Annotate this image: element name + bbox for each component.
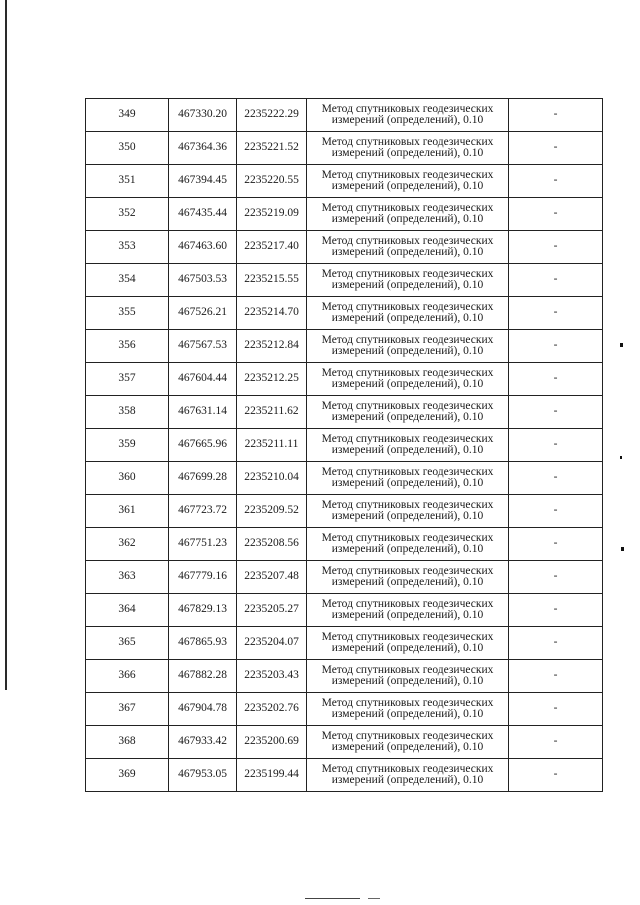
y-coordinate-cell: 2235204.07 — [237, 627, 307, 660]
method-cell — [307, 297, 509, 330]
method-line-1: Метод спутниковых геодезических — [321, 333, 494, 346]
x-coordinate-cell: 467503.53 — [169, 264, 237, 297]
method-line-2: измерений (определений), 0.10 — [331, 411, 484, 423]
method-cell — [307, 594, 509, 627]
y-coordinate-cell: 2235209.52 — [237, 495, 307, 528]
table-row — [86, 330, 603, 363]
method-line-2: измерений (определений), 0.10 — [331, 477, 484, 489]
scan-speck — [620, 343, 623, 347]
x-coordinate-cell: 467435.44 — [169, 198, 237, 231]
y-coordinate-cell: 2235215.55 — [237, 264, 307, 297]
y-coordinate-cell: 2235222.29 — [237, 99, 307, 132]
y-coordinate-cell: 2235221.52 — [237, 132, 307, 165]
x-coordinate-cell: 467330.20 — [169, 99, 237, 132]
description-cell: - — [509, 429, 603, 462]
table-row — [86, 528, 603, 561]
point-number-cell: 366 — [86, 660, 169, 693]
description-cell: - — [509, 561, 603, 594]
method-line-2: измерений (определений), 0.10 — [331, 213, 484, 225]
method-cell — [307, 561, 509, 594]
y-coordinate-cell: 2235202.76 — [237, 693, 307, 726]
table-row — [86, 231, 603, 264]
description-cell: - — [509, 132, 603, 165]
method-line-1: Метод спутниковых геодезических — [321, 102, 494, 115]
y-coordinate-cell: 2235203.43 — [237, 660, 307, 693]
x-coordinate-cell: 467865.93 — [169, 627, 237, 660]
method-cell — [307, 528, 509, 561]
x-coordinate-cell: 467953.05 — [169, 759, 237, 792]
description-cell: - — [509, 165, 603, 198]
scan-edge-line — [5, 0, 7, 690]
method-cell — [307, 396, 509, 429]
description-cell: - — [509, 462, 603, 495]
method-line-2: измерений (определений), 0.10 — [331, 147, 484, 159]
description-cell: - — [509, 594, 603, 627]
x-coordinate-cell: 467364.36 — [169, 132, 237, 165]
method-line-1: Метод спутниковых геодезических — [321, 399, 494, 412]
method-line-2: измерений (определений), 0.10 — [331, 708, 484, 720]
point-number-cell: 359 — [86, 429, 169, 462]
method-line-1: Метод спутниковых геодезических — [321, 135, 494, 148]
table-row — [86, 99, 603, 132]
point-number-cell: 355 — [86, 297, 169, 330]
point-number-cell: 369 — [86, 759, 169, 792]
table-row — [86, 429, 603, 462]
y-coordinate-cell: 2235219.09 — [237, 198, 307, 231]
description-cell: - — [509, 330, 603, 363]
method-cell — [307, 264, 509, 297]
description-cell: - — [509, 363, 603, 396]
table-row — [86, 264, 603, 297]
table-row — [86, 495, 603, 528]
method-cell — [307, 462, 509, 495]
point-number-cell: 363 — [86, 561, 169, 594]
x-coordinate-cell: 467779.16 — [169, 561, 237, 594]
x-coordinate-cell: 467665.96 — [169, 429, 237, 462]
method-line-2: измерений (определений), 0.10 — [331, 444, 484, 456]
method-line-1: Метод спутниковых геодезических — [321, 267, 494, 280]
point-number-cell: 360 — [86, 462, 169, 495]
table-row — [86, 561, 603, 594]
method-line-1: Метод спутниковых геодезических — [321, 531, 494, 544]
table-row — [86, 759, 603, 792]
y-coordinate-cell: 2235205.27 — [237, 594, 307, 627]
method-line-2: измерений (определений), 0.10 — [331, 510, 484, 522]
method-line-1: Метод спутниковых геодезических — [321, 564, 494, 577]
x-coordinate-cell: 467526.21 — [169, 297, 237, 330]
method-line-1: Метод спутниковых геодезических — [321, 597, 494, 610]
y-coordinate-cell: 2235217.40 — [237, 231, 307, 264]
coordinates-table — [85, 98, 603, 792]
method-line-1: Метод спутниковых геодезических — [321, 729, 494, 742]
method-line-1: Метод спутниковых геодезических — [321, 366, 494, 379]
x-coordinate-cell: 467882.28 — [169, 660, 237, 693]
method-cell — [307, 165, 509, 198]
method-line-2: измерений (определений), 0.10 — [331, 741, 484, 753]
x-coordinate-cell: 467567.53 — [169, 330, 237, 363]
y-coordinate-cell: 2235208.56 — [237, 528, 307, 561]
x-coordinate-cell: 467631.14 — [169, 396, 237, 429]
method-line-1: Метод спутниковых геодезических — [321, 762, 494, 775]
point-number-cell: 354 — [86, 264, 169, 297]
description-cell: - — [509, 627, 603, 660]
table-row — [86, 726, 603, 759]
scan-speck — [620, 456, 622, 459]
table-row — [86, 462, 603, 495]
point-number-cell: 365 — [86, 627, 169, 660]
point-number-cell: 367 — [86, 693, 169, 726]
y-coordinate-cell: 2235220.55 — [237, 165, 307, 198]
method-line-1: Метод спутниковых геодезических — [321, 234, 494, 247]
point-number-cell: 357 — [86, 363, 169, 396]
method-cell — [307, 198, 509, 231]
description-cell: - — [509, 99, 603, 132]
method-line-1: Метод спутниковых геодезических — [321, 432, 494, 445]
method-cell — [307, 759, 509, 792]
scan-speck — [621, 547, 624, 551]
description-cell: - — [509, 495, 603, 528]
point-number-cell: 352 — [86, 198, 169, 231]
table-row — [86, 396, 603, 429]
x-coordinate-cell: 467699.28 — [169, 462, 237, 495]
table-row — [86, 693, 603, 726]
table-body — [86, 99, 603, 792]
point-number-cell: 361 — [86, 495, 169, 528]
method-line-2: измерений (определений), 0.10 — [331, 345, 484, 357]
description-cell: - — [509, 264, 603, 297]
method-line-1: Метод спутниковых геодезических — [321, 300, 494, 313]
method-line-2: измерений (определений), 0.10 — [331, 114, 484, 126]
x-coordinate-cell: 467933.42 — [169, 726, 237, 759]
point-number-cell: 362 — [86, 528, 169, 561]
method-line-1: Метод спутниковых геодезических — [321, 201, 494, 214]
point-number-cell: 350 — [86, 132, 169, 165]
description-cell: - — [509, 726, 603, 759]
table-row — [86, 627, 603, 660]
method-cell — [307, 495, 509, 528]
method-cell — [307, 231, 509, 264]
description-cell: - — [509, 759, 603, 792]
description-cell: - — [509, 660, 603, 693]
table-row — [86, 660, 603, 693]
table-row — [86, 198, 603, 231]
y-coordinate-cell: 2235211.11 — [237, 429, 307, 462]
method-cell — [307, 627, 509, 660]
y-coordinate-cell: 2235211.62 — [237, 396, 307, 429]
table-row — [86, 594, 603, 627]
table-row — [86, 132, 603, 165]
method-line-2: измерений (определений), 0.10 — [331, 279, 484, 291]
y-coordinate-cell: 2235212.25 — [237, 363, 307, 396]
x-coordinate-cell: 467723.72 — [169, 495, 237, 528]
table-row — [86, 363, 603, 396]
method-cell — [307, 693, 509, 726]
description-cell: - — [509, 396, 603, 429]
x-coordinate-cell: 467904.78 — [169, 693, 237, 726]
x-coordinate-cell: 467463.60 — [169, 231, 237, 264]
footer-rule — [305, 898, 360, 899]
point-number-cell: 356 — [86, 330, 169, 363]
method-line-2: измерений (определений), 0.10 — [331, 576, 484, 588]
method-line-1: Метод спутниковых геодезических — [321, 696, 494, 709]
y-coordinate-cell: 2235200.69 — [237, 726, 307, 759]
point-number-cell: 364 — [86, 594, 169, 627]
x-coordinate-cell: 467604.44 — [169, 363, 237, 396]
description-cell: - — [509, 528, 603, 561]
x-coordinate-cell: 467394.45 — [169, 165, 237, 198]
method-line-2: измерений (определений), 0.10 — [331, 543, 484, 555]
table-row — [86, 297, 603, 330]
point-number-cell: 353 — [86, 231, 169, 264]
method-cell — [307, 660, 509, 693]
method-line-2: измерений (определений), 0.10 — [331, 642, 484, 654]
y-coordinate-cell: 2235207.48 — [237, 561, 307, 594]
method-cell — [307, 726, 509, 759]
footer-rule — [368, 898, 380, 899]
method-line-2: измерений (определений), 0.10 — [331, 312, 484, 324]
y-coordinate-cell: 2235210.04 — [237, 462, 307, 495]
method-line-1: Метод спутниковых геодезических — [321, 465, 494, 478]
method-line-2: измерений (определений), 0.10 — [331, 675, 484, 687]
method-line-2: измерений (определений), 0.10 — [331, 246, 484, 258]
description-cell: - — [509, 693, 603, 726]
description-cell: - — [509, 231, 603, 264]
table-row — [86, 165, 603, 198]
method-line-2: измерений (определений), 0.10 — [331, 609, 484, 621]
method-line-2: измерений (определений), 0.10 — [331, 180, 484, 192]
y-coordinate-cell: 2235212.84 — [237, 330, 307, 363]
method-line-1: Метод спутниковых геодезических — [321, 630, 494, 643]
method-cell — [307, 99, 509, 132]
method-cell — [307, 429, 509, 462]
description-cell: - — [509, 297, 603, 330]
method-line-2: измерений (определений), 0.10 — [331, 774, 484, 786]
point-number-cell: 368 — [86, 726, 169, 759]
method-cell — [307, 330, 509, 363]
x-coordinate-cell: 467751.23 — [169, 528, 237, 561]
point-number-cell: 351 — [86, 165, 169, 198]
method-line-1: Метод спутниковых геодезических — [321, 663, 494, 676]
y-coordinate-cell: 2235214.70 — [237, 297, 307, 330]
method-cell — [307, 132, 509, 165]
point-number-cell: 358 — [86, 396, 169, 429]
x-coordinate-cell: 467829.13 — [169, 594, 237, 627]
method-line-2: измерений (определений), 0.10 — [331, 378, 484, 390]
method-cell — [307, 363, 509, 396]
method-line-1: Метод спутниковых геодезических — [321, 498, 494, 511]
description-cell: - — [509, 198, 603, 231]
point-number-cell: 349 — [86, 99, 169, 132]
y-coordinate-cell: 2235199.44 — [237, 759, 307, 792]
method-line-1: Метод спутниковых геодезических — [321, 168, 494, 181]
